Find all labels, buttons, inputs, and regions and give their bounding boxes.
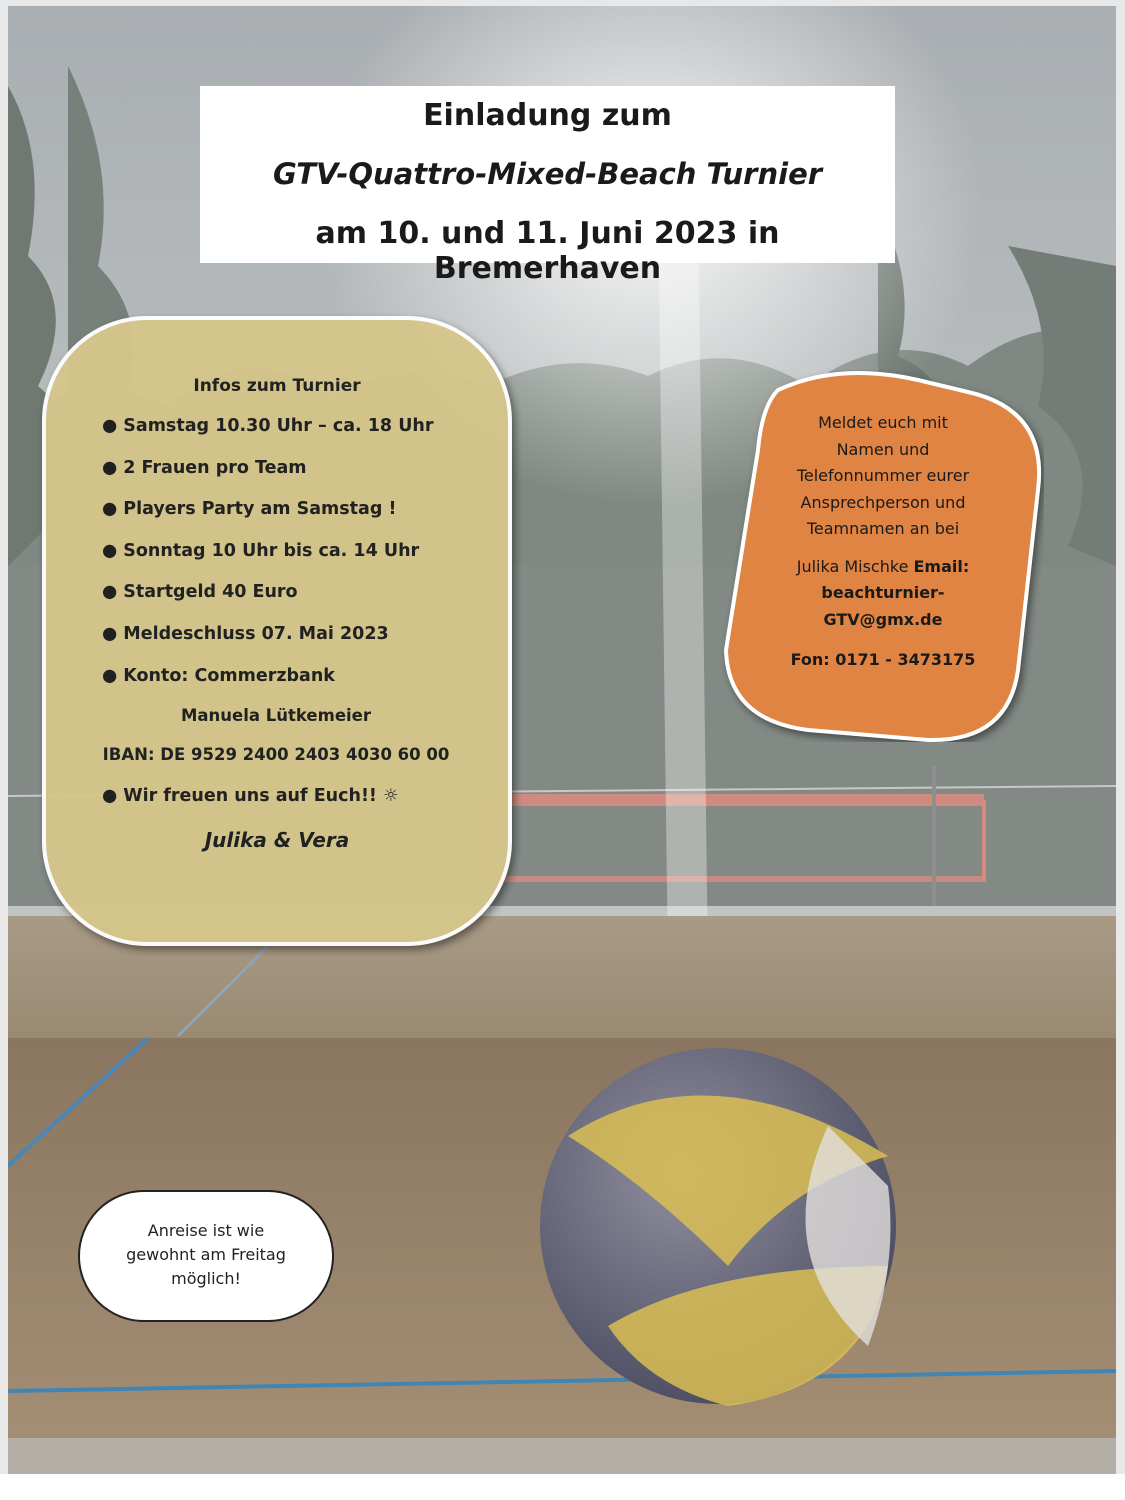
contact-name: Julika Mischke <box>796 556 909 576</box>
info-item <box>102 666 335 686</box>
page-bottom-margin <box>0 1474 1125 1500</box>
info-item-text: Players Party am Samstag ! <box>123 499 397 519</box>
info-item-text: Meldeschluss 07. Mai 2023 <box>123 624 389 644</box>
title-box <box>200 86 895 286</box>
bullet-icon: ● <box>102 458 118 478</box>
arrival-note-text <box>100 1219 312 1291</box>
title-line-2: GTV-Quattro-Mixed-Beach Turnier <box>272 157 823 191</box>
account-holder: Manuela Lütkemeier <box>180 706 371 725</box>
bullet-icon: ● <box>102 624 118 644</box>
contact-line: Meldet euch mit <box>818 413 948 432</box>
arrival-note-line: möglich! <box>171 1269 241 1288</box>
info-item-text: Startgeld 40 Euro <box>123 582 298 602</box>
tournament-info-box <box>42 316 512 946</box>
email-address-part2[interactable]: GTV@gmx.de <box>823 609 943 629</box>
contact-name-line <box>758 554 1008 581</box>
bullet-icon: ● <box>102 499 118 519</box>
phone-number: Fon: 0171 - 3473175 <box>790 650 976 669</box>
contact-box <box>718 370 1044 742</box>
info-item <box>102 541 419 561</box>
info-item-text: 2 Frauen pro Team <box>123 458 307 478</box>
bullet-icon: ● <box>102 786 118 806</box>
email-address-part1[interactable]: beachturnier- <box>821 583 945 602</box>
contact-line: Telefonnummer eurer <box>796 466 970 485</box>
bullet-icon: ● <box>102 582 118 602</box>
arrival-note-bubble <box>78 1190 334 1322</box>
closing-text: Wir freuen uns auf Euch!! ☼ <box>123 786 399 806</box>
info-item <box>102 582 298 602</box>
arrival-note-line: Anreise ist wie <box>147 1221 265 1240</box>
contact-line: Teamnamen an bei <box>806 519 960 538</box>
info-item-text: Konto: Commerzbank <box>123 666 335 686</box>
info-item <box>102 416 434 436</box>
info-item <box>102 624 389 644</box>
title-line-3: am 10. und 11. Juni 2023 in Bremerhaven <box>315 216 780 286</box>
info-item-text: Samstag 10.30 Uhr – ca. 18 Uhr <box>123 416 434 436</box>
contact-line: Ansprechperson und <box>800 492 966 512</box>
email-label: Email: <box>913 556 970 576</box>
title-line-1: Einladung zum <box>423 98 672 133</box>
info-heading: Infos zum Turnier <box>193 376 361 396</box>
info-item-closing <box>102 786 399 806</box>
contact-text <box>758 410 1008 674</box>
info-item-text: Sonntag 10 Uhr bis ca. 14 Uhr <box>123 541 420 561</box>
arrival-note-line: gewohnt am Freitag <box>126 1245 286 1264</box>
signature: Julika & Vera <box>204 828 350 852</box>
info-item <box>102 458 307 478</box>
bullet-icon: ● <box>102 541 118 561</box>
bullet-icon: ● <box>102 666 118 686</box>
contact-line: Namen und <box>836 439 930 459</box>
info-item <box>102 499 396 519</box>
iban: IBAN: DE 9529 2400 2403 4030 60 00 <box>102 745 450 764</box>
bullet-icon: ● <box>102 416 118 436</box>
